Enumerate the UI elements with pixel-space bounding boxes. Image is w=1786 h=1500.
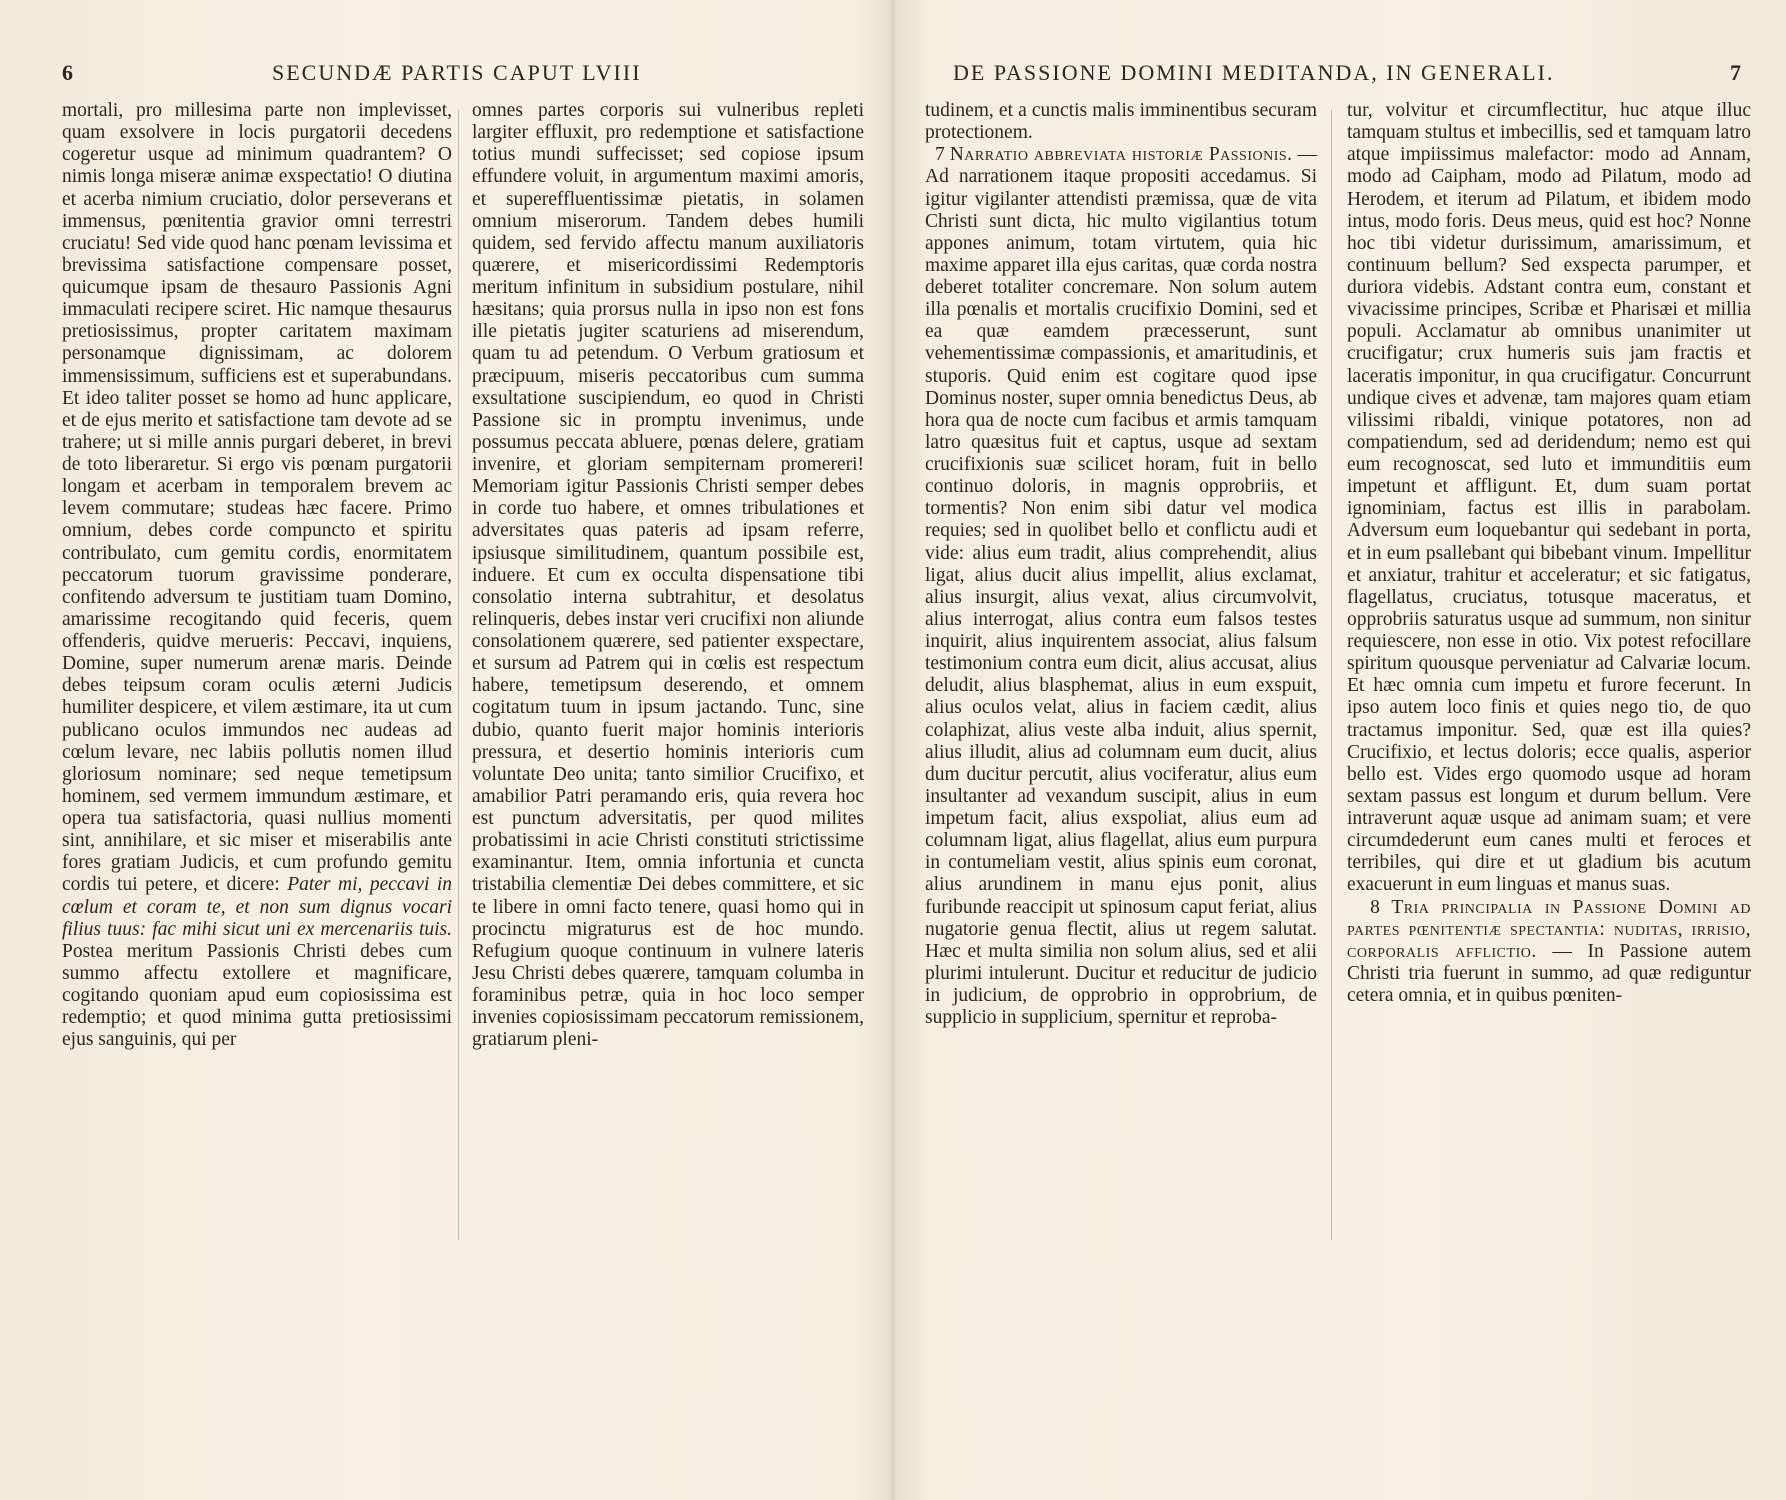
column-rule xyxy=(458,110,459,1240)
column-rule xyxy=(1331,110,1332,1240)
running-head xyxy=(953,60,1743,90)
running-head-title: SECUNDÆ PARTIS CAPUT LVIII xyxy=(272,60,642,85)
section-title: Narratio abbreviata historiæ Passionis. xyxy=(949,144,1293,166)
section-number: 7 xyxy=(934,144,945,166)
body-text: Postea meritum Passionis Christi debes cum summo affectu extollere et magnificare, cogitando quoniam apud eum copiosissima est redemptio; et quod minima gutta pretiosissimi ejus sanguinis, qui per xyxy=(62,940,452,1051)
page-number: 6 xyxy=(62,60,75,85)
italic-quote: Pater mi, peccavi in cœlum et coram te, et non sum dignus vocari filius tuus: fac mihi sicut uni ex mercenariis tuis. xyxy=(62,874,453,940)
body-text: mortali, pro millesima parte non implevisset, quam exsolvere in locis purgatorii decedens cogeretur usque ad minimum quadrantem? O nimis longa miseræ animæ exspectatio! O diutina et acerba nimium cruciatio, dolor perseverans et immensus, pœnitentia gravior omni terrestri cruciatu! Sed vide quod hanc pœnam levissima et brevissima satisfactione compensare posset, quicumque ipsam de thesauro Passionis Agni immaculati recipere sciret. Hic namque thesaurus pretiosissimus, propter caritatem maximam personamque dignissimam, ac dolorem immensissimum, sufficiens est et superabundans. Et ideo taliter posset se homo ad hunc applicare, et de ejus merito et satisfactione tam devote ad se trahere; ut si mille annis purgari deberet, in brevi de toto liberaretur. Si ergo vis pœnam purgatorii longam et acerbam in temporalem brevem ac levem commutare; studeas hæc facere. Primo omnium, debes corde compuncto et spiritu contribulato, cum gemitu cordis, enormitatem peccatorum tuorum gravissime ponderare, confitendo adversum te justitiam tuam Domino, amarissime recogitando quid feceris, quem offenderis, quidve merueris: Peccavi, inquiens, Domine, super numerum arenæ maris. Deinde debes teipsum coram oculis æterni Judicis humiliter despicere, et vilem æstimare, ita ut cum publicano oculos immundos nec audeas ad cœlum levare, nec labiis pollutis nomen illud gloriosum nominare; sed neque temetipsum hominem, sed vermem immundum æstimare, et opera tua satisfactoria, quasi nullius momenti sint, annihilare, et sic miser et miserabilis ante fores gratiam Judicis, et cum profundo gemitu cordis tui petere, et dicere: xyxy=(62,100,452,896)
section-number: 8 xyxy=(1370,896,1380,918)
section-8 xyxy=(1347,897,1751,1008)
text-column-right xyxy=(472,100,864,1051)
body-text: — Ad narrationem itaque propositi accedamus. Si igitur vigilanter attendisti præmissa, quæ de vita Christi sunt dicta, hic multo vigilantius totum appones animum, totam virtutem, quia hic maxime apparet illa ejus caritas, quæ corda nostra deberet totaliter concremare. Non solum autem illa pœnalis et mortalis crucifixio Domini, sed et ea quæ eamdem præcesserunt, sunt vehementissimæ compassionis, et amaritudinis, et stuporis. Quid enim est cogitare quod ipse Dominus noster, super omnia benedictus Deus, ab hora qua de nocte cum facibus et armis tamquam latro quæsitus fuit et captus, usque ad sextam crucifixionis suæ scilicet horam, fuit in bello continuo doloris, in magnis opprobriis, et tormentis? Non enim sibi datur vel modica requies; sed in quolibet bello et conflictu audi et vide: alius eum tradit, alius comprehendit, alius ligat, alius ducit alius impellit, alius exclamat, alius insurgit, alius vexat, alius circumvolvit, alius interrogat, alius contra eum falsos testes inquirit, alius inquirentem associat, alius falsum testimonium contra eum dicit, alius accusat, alius deludit, alius blasphemat, alius in eum exspuit, alius oculos velat, alius in faciem cædit, alius colaphizat, alius veste alba induit, alius spernit, alius illudit, alius ad columnam eum ducit, alius dum ducitur percutit, alius vociferatur, alius eum insultanter ad vexandum suscipit, alius in eum impetum facit, alius exspoliat, alius eum ad columnam ligat, alius flagellat, alius eum purpura in contumeliam vestit, alius spinis eum coronat, alius arundinem in manu ejus ponit, alius furibunde reaccipit ut spinosum caput feriat, alius nugatorie genua flectit, alius ut regem salutat. Hæc et multa similia non solum alius, sed et alii plurimi intulerunt. Ducitur et reducitur de judicio in judicium, de opprobrio in opprobrium, de supplicio in supplicium, spernitur et reproba- xyxy=(925,144,1318,1029)
page-number: 7 xyxy=(1730,60,1743,85)
text-column-left xyxy=(925,100,1317,1029)
paragraph xyxy=(62,100,452,1051)
paragraph: tur, volvitur et circumflectitur, huc atque illuc tamquam stultus et imbecillis, sed et tamquam latro atque impiissimus malefactor: modo ad Annam, modo ad Caipham, modo ad Pilatum, modo ad Herodem, et iterum ad Pilatum, et ibidem modo intus, modo foris. Deus meus, quid est hoc? Nonne hoc tibi videtur durissimum, amarissimum, et continuum bellum? Sed exspecta parumper, et duriora videbis. Adstant contra eum, constant et vivacissime principes, Scribæ et Pharisæi et millia populi. Acclamatur ab omnibus unanimiter ut crucifigatur; crux humeris suis jam fractis et laceratis imponitur, in qua crucifigatur. Concurrunt undique cives et advenæ, tam majores quam etiam vilissimi ribaldi, vinique potatores, non ad compatiendum, sed ad deridendum; nemo est qui eum recognoscat, sed luto et immunditiis eum impetunt et affligunt. Et, dum suam portat ignominiam, factus est illis in parabolam. Adversum eum loquebantur qui sedebant in porta, et in eum psallebant qui bibebant vinum. Impellitur et anxiatur, trahitur et acceleratur; et sic fatigatus, flagellatus, cruciatus, totusque maceratus, et opprobriis saturatus usque ad summum, non sinitur requiescere, non esse in otio. Vix potest refocillare spiritum quousque perveniatur ad Calvariæ locum. Et hæc omnia cum impetu et furore fecerunt. In ipso autem loco finis et quies nego tio, de quo tractamus imponitur. Sed, quæ est illa quies? Crucifixio, et lectus doloris; ecce qualis, asperior bello est. Vides ergo quomodo usque ad horam sextam passus est longum et durum bellum. Vere intraverunt aquæ usque ad animam suam; et vere circumdederunt eum canes multi et feroces et terribiles, qui dire et ut gladium bis acutum exacuerunt in eum linguas et manus suas. xyxy=(1347,100,1751,896)
text-column-left xyxy=(62,100,452,1051)
running-head xyxy=(62,60,862,90)
paragraph: tudinem, et a cunctis malis imminentibus securam protectionem. xyxy=(925,100,1317,144)
running-head-title: DE PASSIONE DOMINI MEDITANDA, IN GENERALI. xyxy=(953,60,1555,85)
section-title: Tria principalia in Passione Domini ad partes pœnitentiæ spectantia: nuditas, irrisio, corporalis afflictio. xyxy=(1347,896,1751,962)
paragraph: omnes partes corporis sui vulneribus repleti largiter effluxit, pro redemptione et satisfactione totius mundi suffecisset; sed copiose ipsum effundere voluit, in argumentum maximi amoris, et supereffluentissimæ pietatis, in solamen omnium miserorum. Tandem debes humili quidem, sed fervido affectu manum auxiliatoris quærere, et misericordissimi Redemptoris meritum infinitum in subsidium postulare, nihil hæsitans; quia prorsus nulla in ipso non est fons ille pietatis jugiter scaturiens ad miserendum, quam tu ad petendum. O Verbum gratiosum et præcipuum, miseris peccatoribus cum summa exsultatione suscipiendum, eo quod in Christi Passione sic in promptu invenimus, unde possumus peccata abluere, pœnas delere, gratiam invenire, et gloriam sempiternam promereri! Memoriam igitur Passionis Christi semper debes in corde tuo habere, et omnes tribulationes et adversitates quas pateris ad ipsam referre, ipsiusque similitudinem, quantum possibile est, induere. Et cum ex occulta dispensatione tibi consolatio interna subtrahitur, et desolatus relinqueris, debes instar veri crucifixi non aliunde consolationem quærere, sed patienter exspectare, et sursum ad Patrem qui in cœlis est respectum habere, temetipsum deserendo, et omnem cogitatum tuum in ipsum jactando. Tunc, sine dubio, quanto fuerit major hominis interioris pressura, et desertio hominis interioris cum voluntate Deo unita; tanto similior Crucifixo, et amabilior Patri peramando eris, quia revera hoc est punctum adversitatis, per quod milites probatissimi in acie Christi constituti strictissime examinantur. Item, omnia infortunia et cuncta tristabilia clementiæ Dei debes committere, et sic te libere in omni facto tenere, quasi homo qui in procinctu migraturus est de hoc mundo. Refugium quoque continuum in vulnere lateris Jesu Christi debes quærere, tamquam columba in foraminibus petræ, quia in hoc loco semper invenies copiosissimam peccatorum remissionem, gratiarum pleni- xyxy=(472,100,864,1051)
text-column-right xyxy=(1347,100,1751,1007)
body-text: — In Passione autem Christi tria fuerunt in summo, ad quæ rediguntur cetera omnia, et in quibus pœniten- xyxy=(1347,940,1751,1006)
section-7 xyxy=(925,144,1317,1029)
right-page xyxy=(893,0,1786,1500)
